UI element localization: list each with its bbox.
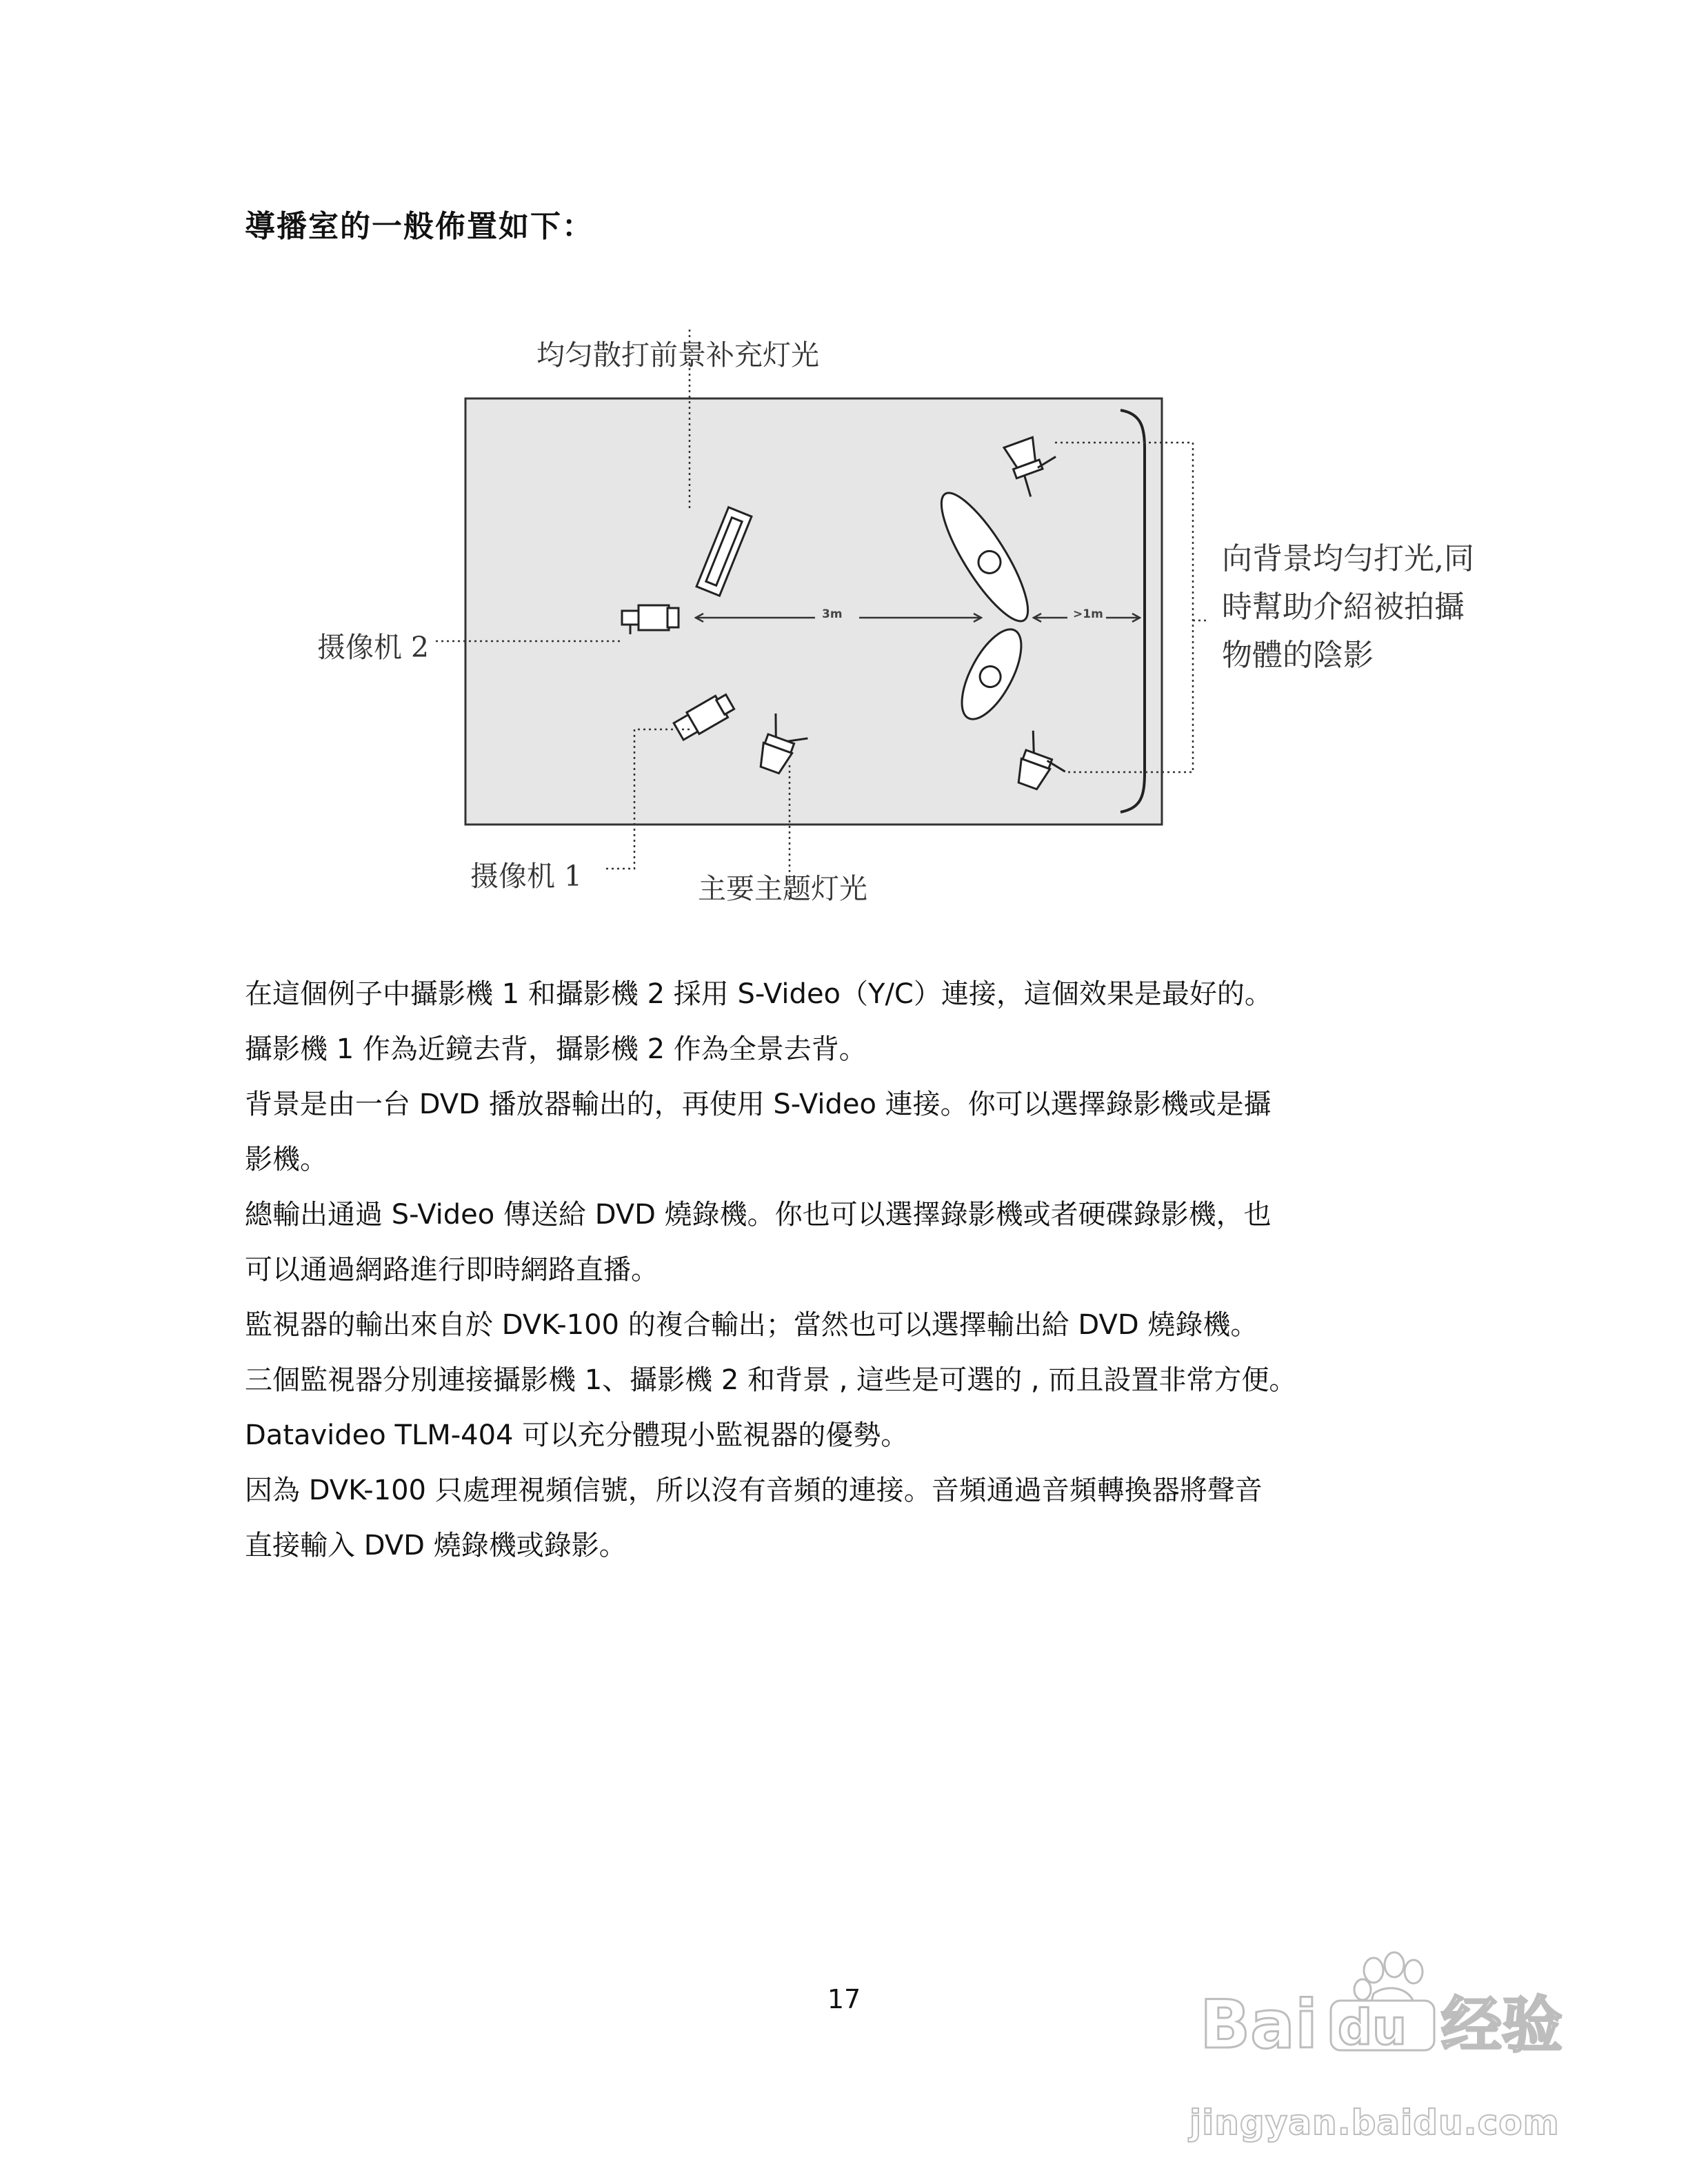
baidu-watermark-logo [1193, 1944, 1579, 2054]
paragraph-line: Datavideo TLM-404 可以充分體現小監視器的優勢。 [245, 1419, 909, 1451]
svg-text:du: du [1338, 1999, 1407, 2054]
section-heading: 導播室的一般佈置如下： [245, 209, 594, 244]
studio-layout-diagram [290, 290, 1551, 965]
page-number: 17 [827, 1984, 861, 2014]
paragraph-line: 攝影機 1 作為近鏡去背，攝影機 2 作為全景去背。 [245, 1033, 867, 1065]
key-light-label: 主要主题灯光 [698, 872, 867, 905]
body-text [245, 967, 1472, 1573]
paragraph-line: 在這個例子中攝影機 1 和攝影機 2 採用 S-Video（Y/C）連接，這個效果是最好的。 [245, 978, 1272, 1010]
paragraph-line: 可以通過網路進行即時網路直播。 [245, 1254, 659, 1286]
studio-floor [465, 398, 1162, 825]
paragraph-line: 直接輸入 DVD 燒錄機或錄影。 [245, 1530, 627, 1561]
paragraph-line: 背景是由一台 DVD 播放器輸出的，再使用 S-Video 連接。你可以選擇錄影機或是攝 [245, 1089, 1272, 1120]
camera1-label: 摄像机 1 [470, 860, 583, 893]
background-light-label: 向背景均勻打光,同 時幫助介紹被拍攝 物體的陰影 [1222, 541, 1474, 673]
paragraph-line: 影機。 [245, 1144, 328, 1175]
svg-text:Bai: Bai [1200, 1986, 1318, 2054]
distance-background-label: >1m [1073, 607, 1103, 621]
paragraph-line: 總輸出通過 S-Video 傳送給 DVD 燒錄機。你也可以選擇錄影機或者硬碟錄影機，也 [245, 1199, 1272, 1231]
fill-light-label: 均匀散打前景补充灯光 [536, 338, 819, 372]
distance-subject-label: 3m [822, 607, 843, 621]
camera2-label: 摄像机 2 [317, 631, 430, 664]
paragraph-line: 因為 DVK-100 只處理視頻信號，所以沒有音頻的連接。音頻通過音頻轉換器將聲音 [245, 1475, 1263, 1506]
watermark-url: jingyan.baidu.com [1189, 2103, 1560, 2143]
paragraph-line: 監視器的輸出來自於 DVK-100 的複合輸出；當然也可以選擇輸出給 DVD 燒錄機。 [245, 1309, 1258, 1341]
svg-text:经验: 经验 [1441, 1990, 1563, 2054]
paragraph-line: 三個監視器分別連接攝影機 1、攝影機 2 和背景 , 這些是可選的 , 而且設置非常方便。 [245, 1364, 1297, 1396]
